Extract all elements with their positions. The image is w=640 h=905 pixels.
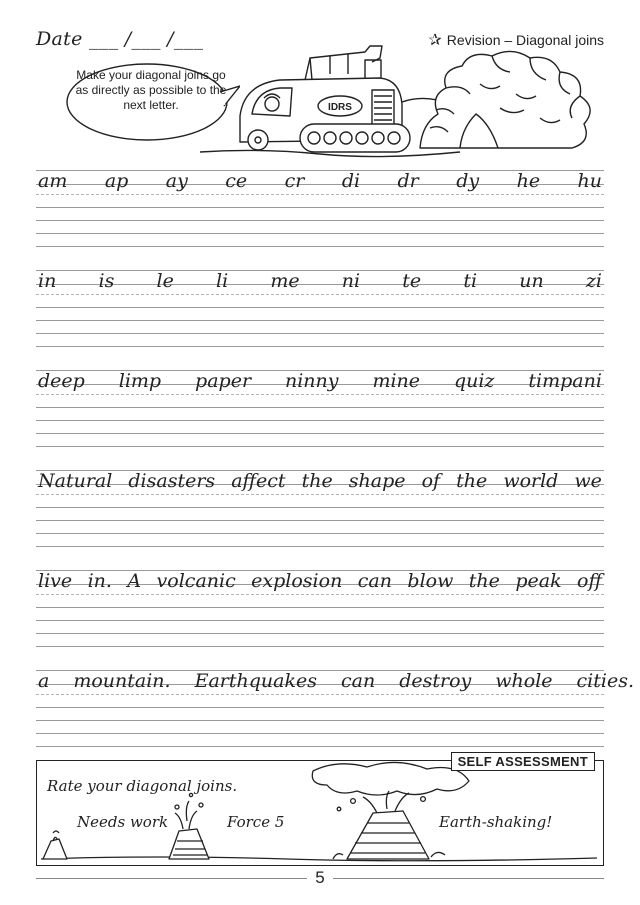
practice-word: dy xyxy=(456,170,480,192)
practice-word: destroy xyxy=(399,670,472,692)
practice-word: cities. xyxy=(576,670,634,692)
practice-row-3 xyxy=(36,362,604,446)
practice-words xyxy=(38,170,602,192)
practice-word: in xyxy=(38,270,57,292)
practice-word: he xyxy=(516,170,541,192)
practice-word: mountain. xyxy=(73,670,171,692)
practice-word: le xyxy=(156,270,174,292)
practice-word: a xyxy=(38,670,50,692)
practice-word: ay xyxy=(165,170,188,192)
page-number-text: 5 xyxy=(307,868,332,887)
practice-word: ce xyxy=(225,170,248,192)
practice-word: mine xyxy=(372,370,421,392)
practice-word: the xyxy=(301,470,333,492)
self-assessment-title: SELF ASSESSMENT xyxy=(451,752,595,771)
rating-force-5[interactable]: Force 5 xyxy=(227,813,285,831)
practice-words xyxy=(38,470,602,492)
practice-word: A xyxy=(127,570,142,592)
practice-word: dr xyxy=(397,170,419,192)
practice-word: te xyxy=(402,270,422,292)
practice-row-6 xyxy=(36,662,634,746)
practice-word: li xyxy=(216,270,229,292)
practice-word: can xyxy=(357,570,392,592)
practice-word: we xyxy=(574,470,602,492)
practice-row-1 xyxy=(36,162,604,246)
practice-word: limp xyxy=(118,370,162,392)
vehicle-label: IDRS xyxy=(328,102,352,113)
self-assessment-box xyxy=(36,754,604,866)
practice-row-4 xyxy=(36,462,604,546)
practice-word: off xyxy=(577,570,602,592)
practice-word: peak xyxy=(515,570,562,592)
practice-word: di xyxy=(341,170,361,192)
practice-word: can xyxy=(340,670,376,692)
practice-word: zi xyxy=(585,270,602,292)
rating-needs-work[interactable]: Needs work xyxy=(77,813,169,831)
worksheet-title-text: Revision – Diagonal joins xyxy=(446,32,604,48)
practice-word: explosion xyxy=(251,570,343,592)
practice-word: volcanic xyxy=(156,570,236,592)
page-number xyxy=(0,868,640,888)
practice-word: cr xyxy=(284,170,305,192)
practice-word: am xyxy=(38,170,68,192)
practice-word: is xyxy=(98,270,115,292)
practice-word: blow xyxy=(407,570,454,592)
practice-words xyxy=(38,370,602,392)
practice-word: un xyxy=(519,270,544,292)
rating-earth-shaking[interactable]: Earth-shaking! xyxy=(439,813,553,831)
practice-word: quiz xyxy=(453,370,495,392)
practice-words xyxy=(38,270,602,292)
practice-word: ninny xyxy=(284,370,339,392)
practice-word: ni xyxy=(341,270,361,292)
practice-word: deep xyxy=(38,370,85,392)
star-icon: ✰ xyxy=(428,32,442,49)
practice-word: whole xyxy=(495,670,553,692)
practice-word: timpani xyxy=(528,370,602,392)
practice-word: the xyxy=(456,470,488,492)
practice-word: affect xyxy=(231,470,286,492)
practice-word: of xyxy=(421,470,441,492)
practice-row-2 xyxy=(36,262,604,346)
practice-word: me xyxy=(270,270,300,292)
practice-word: world xyxy=(503,470,559,492)
date-field: Date ___ /___ /___ xyxy=(36,28,204,50)
practice-word: hu xyxy=(577,170,602,192)
practice-word: ap xyxy=(104,170,129,192)
practice-word: paper xyxy=(195,370,252,392)
practice-word: disasters xyxy=(128,470,216,492)
large-volcano-icon xyxy=(347,811,429,859)
practice-row-5 xyxy=(36,562,604,646)
self-assessment-prompt: Rate your diagonal joins. xyxy=(47,777,238,795)
drilling-vehicle-illustration xyxy=(200,44,605,160)
practice-word: ti xyxy=(463,270,478,292)
practice-word: in. xyxy=(87,570,112,592)
practice-word: Earthquakes xyxy=(194,670,317,692)
practice-words xyxy=(38,670,634,692)
practice-word: live xyxy=(38,570,73,592)
practice-word: the xyxy=(468,570,500,592)
practice-word: shape xyxy=(348,470,406,492)
practice-words xyxy=(38,570,602,592)
practice-word: Natural xyxy=(38,470,113,492)
bubble-text: Make your diagonal joins go as directly as possible to the next letter. xyxy=(75,68,227,112)
small-volcano-icon xyxy=(43,839,67,859)
